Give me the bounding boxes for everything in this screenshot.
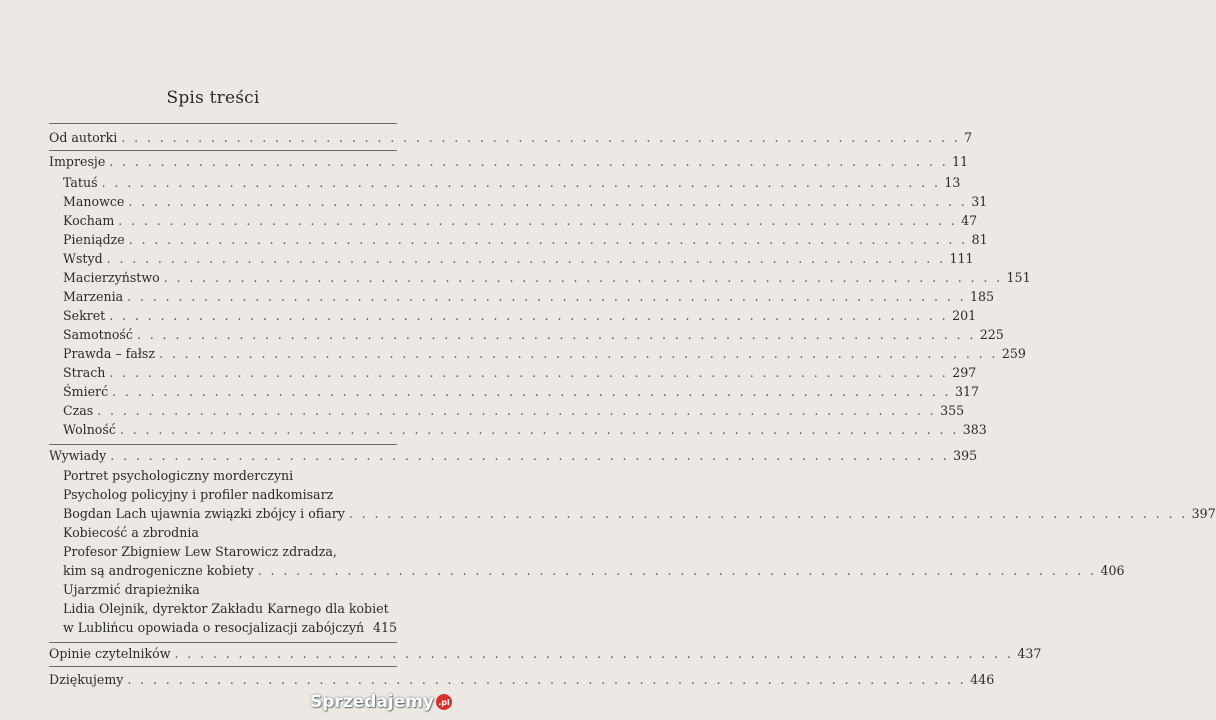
dot-leader: [164, 268, 1003, 288]
toc-subentry-line: Psycholog policyjny i profiler nadkomisarz: [63, 487, 334, 502]
dot-leader: [112, 382, 951, 402]
dot-leader: [97, 401, 936, 421]
dot-leader: [175, 644, 1014, 664]
toc-page: 225: [979, 327, 1004, 342]
toc-subentry: [63, 211, 978, 231]
toc-subentry-line: Ujarzmić drapieżnika: [63, 582, 200, 597]
toc-label: Od autorki: [49, 130, 118, 145]
toc-label: Wstyd: [63, 251, 103, 266]
toc-label: Wywiady: [49, 448, 107, 463]
dot-leader: [127, 670, 966, 690]
dot-leader: [129, 230, 968, 250]
toc-subentry: [63, 306, 977, 326]
toc-label: Strach: [63, 365, 106, 380]
toc-page: 406: [1100, 563, 1125, 578]
toc-page: 355: [940, 403, 965, 418]
dot-leader: [258, 561, 1097, 581]
toc-subentry-line: Portret psychologiczny morderczyni: [63, 468, 294, 483]
toc-label: Wolność: [63, 422, 116, 437]
toc-label: Bogdan Lach ujawnia związki zbójcy i ofiary: [63, 506, 345, 521]
toc-entry-dziekujemy: [49, 670, 995, 690]
toc-label: Dziękujemy: [49, 672, 124, 687]
toc-entry-opinie: [49, 644, 1042, 664]
toc-entry-wywiady: [49, 446, 978, 466]
toc-subentry-line: Profesor Zbigniew Lew Starowicz zdradza,: [63, 544, 337, 559]
toc-entry-od-autorki: [49, 128, 973, 148]
toc-subentry: [63, 401, 965, 421]
toc-subentry: [63, 325, 1004, 345]
watermark-text: Sprzedajemy: [310, 692, 435, 712]
dot-leader: [127, 287, 966, 307]
toc-label: Sekret: [63, 308, 106, 323]
toc-page: 383: [962, 422, 987, 437]
toc-subentry: [63, 420, 987, 440]
toc-entry-impresje: [49, 152, 969, 172]
toc-page: 201: [952, 308, 977, 323]
toc-subentry: [63, 344, 1026, 364]
toc-subentry-line: Kobiecość a zbrodnia: [63, 525, 199, 540]
toc-subentry: [63, 382, 979, 402]
page-title: Spis treści: [166, 88, 260, 108]
toc-page: 47: [961, 213, 978, 228]
toc-page: 185: [970, 289, 995, 304]
toc-subentry: [63, 287, 995, 307]
toc-subentry: [63, 561, 1125, 581]
toc-subentry-line: Lidia Olejnik, dyrektor Zakładu Karnego dla kobiet: [63, 601, 389, 616]
toc-page: 31: [971, 194, 988, 209]
toc-page: 397: [1191, 506, 1216, 521]
toc-page: 317: [954, 384, 979, 399]
toc-label: Czas: [63, 403, 94, 418]
toc-label: Marzenia: [63, 289, 124, 304]
dot-leader: [121, 128, 960, 148]
dot-leader: [107, 249, 946, 269]
dot-leader: [159, 344, 998, 364]
toc-subentry: [63, 173, 961, 193]
toc-page: 259: [1001, 346, 1026, 361]
toc-label: Macierzyństwo: [63, 270, 160, 285]
toc-subentry: [63, 230, 988, 250]
divider: [49, 666, 397, 667]
dot-leader: [137, 325, 976, 345]
toc-label: Impresje: [49, 154, 106, 169]
toc-page: 437: [1017, 646, 1042, 661]
dot-leader: [368, 618, 369, 638]
toc-page: 446: [970, 672, 995, 687]
toc-label: kim są androgeniczne kobiety: [63, 563, 254, 578]
toc-label: Kocham: [63, 213, 115, 228]
dot-leader: [128, 192, 967, 212]
toc-label: Tatuś: [63, 175, 98, 190]
dot-leader: [109, 306, 948, 326]
toc-page: 297: [952, 365, 977, 380]
toc-page: 13: [944, 175, 961, 190]
toc-label: Śmierć: [63, 384, 109, 399]
watermark-badge: .pl: [436, 694, 452, 710]
watermark: [310, 692, 452, 712]
toc-page: 415: [372, 620, 397, 635]
toc-label: Samotność: [63, 327, 133, 342]
toc-subentry: [63, 192, 988, 212]
dot-leader: [109, 363, 948, 383]
toc-page: 395: [953, 448, 978, 463]
toc-label: Pieniądze: [63, 232, 125, 247]
toc-label: Manowce: [63, 194, 125, 209]
dot-leader: [349, 504, 1188, 524]
toc-label: Opinie czytelników: [49, 646, 171, 661]
toc-subentry: [63, 268, 1031, 288]
toc-page: 81: [971, 232, 988, 247]
divider: [49, 444, 397, 445]
toc-subentry: [63, 363, 977, 383]
dot-leader: [102, 173, 941, 193]
toc-label: Prawda – fałsz: [63, 346, 156, 361]
divider: [49, 123, 397, 124]
toc-page: 11: [952, 154, 969, 169]
dot-leader: [109, 152, 948, 172]
divider: [49, 642, 397, 643]
toc-page: 151: [1006, 270, 1031, 285]
toc-label: w Lublińcu opowiada o resocjalizacji zabójczyń: [63, 620, 365, 635]
toc-subentry: [63, 504, 1216, 524]
toc-page: 111: [949, 251, 974, 266]
divider: [49, 150, 397, 151]
dot-leader: [118, 211, 957, 231]
dot-leader: [120, 420, 959, 440]
dot-leader: [110, 446, 949, 466]
toc-subentry: [63, 618, 397, 638]
toc-page: 7: [964, 130, 973, 145]
toc-subentry: [63, 249, 974, 269]
